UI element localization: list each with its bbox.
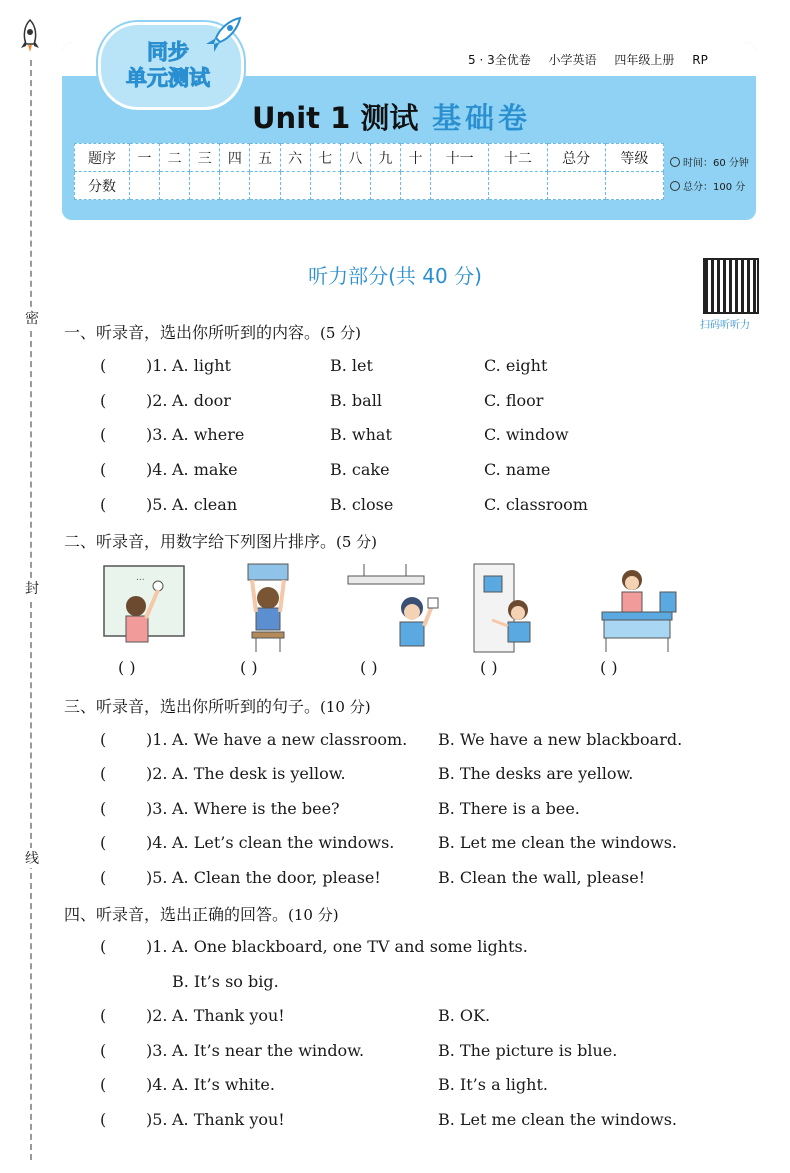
q4-3-num: )3. xyxy=(146,1041,168,1060)
q1-2-b[interactable]: B. ball xyxy=(330,391,382,410)
score-cell: 七 xyxy=(310,144,340,172)
paren: ( xyxy=(100,495,107,514)
q3-1-a[interactable]: A. We have a new classroom. xyxy=(172,730,408,749)
score-input-cell[interactable] xyxy=(340,172,370,200)
binding-mark-mi: 密 xyxy=(22,308,42,328)
paren: ( xyxy=(100,1006,107,1025)
badge-line-2: 单元测试 xyxy=(126,66,210,90)
binding-mark-xian: 线 xyxy=(22,848,42,868)
q3-3-num: )3. xyxy=(146,799,168,818)
score-input-cell[interactable] xyxy=(400,172,430,200)
q3-3-b[interactable]: B. There is a bee. xyxy=(438,799,580,818)
page-title-tag: 基础卷 xyxy=(432,101,532,135)
q3-2-num: )2. xyxy=(146,764,168,783)
binding-line xyxy=(30,60,32,1160)
score-input-cell[interactable] xyxy=(130,172,160,200)
paren: ( xyxy=(100,1075,107,1094)
section-3-points: (10 分) xyxy=(320,698,371,716)
section-1-title: 一、听录音，选出你所听到的内容。 xyxy=(64,323,321,342)
qr-code-icon[interactable] xyxy=(703,258,759,314)
q1-4-c[interactable]: C. name xyxy=(484,460,551,479)
time-limit-text: 时间：60 分钟 xyxy=(683,158,749,169)
q4-2-b[interactable]: B. OK. xyxy=(438,1006,491,1025)
q1-3-a[interactable]: A. where xyxy=(172,425,245,444)
score-cell: 二 xyxy=(160,144,190,172)
paren: ( xyxy=(100,937,107,956)
q3-2-a[interactable]: A. The desk is yellow. xyxy=(172,764,346,783)
score-input-cell[interactable] xyxy=(547,172,605,200)
section-2-title: 二、听录音，用数字给下列图片排序。 xyxy=(64,532,337,551)
q4-5-a[interactable]: A. Thank you! xyxy=(172,1110,285,1129)
time-limit xyxy=(670,154,749,169)
q1-5-num: )5. xyxy=(146,495,168,514)
q1-5-c[interactable]: C. classroom xyxy=(484,495,588,514)
score-input-cell[interactable] xyxy=(220,172,250,200)
q1-4-a[interactable]: A. make xyxy=(172,460,238,479)
q4-4-b[interactable]: B. It’s a light. xyxy=(438,1075,548,1094)
q4-3-b[interactable]: B. The picture is blue. xyxy=(438,1041,618,1060)
section-1-points: (5 分) xyxy=(320,324,362,342)
q3-4-b[interactable]: B. Let me clean the windows. xyxy=(438,833,678,852)
score-input-cell[interactable] xyxy=(280,172,310,200)
score-row-label: 分数 xyxy=(75,172,130,200)
q1-5-b[interactable]: B. close xyxy=(330,495,394,514)
q4-1-b[interactable]: B. It’s so big. xyxy=(172,972,279,991)
q4-5-b[interactable]: B. Let me clean the windows. xyxy=(438,1110,678,1129)
section-4-points: (10 分) xyxy=(288,906,339,924)
q1-3-c[interactable]: C. window xyxy=(484,425,569,444)
section-4-title: 四、听录音，选出正确的回答。 xyxy=(64,905,289,924)
paren: ( xyxy=(100,1041,107,1060)
q1-4-num: )4. xyxy=(146,460,168,479)
score-cell: 四 xyxy=(220,144,250,172)
score-cell: 十二 xyxy=(489,144,547,172)
q1-2-num: )2. xyxy=(146,391,168,410)
paren: ( xyxy=(100,833,107,852)
score-cell: 十 xyxy=(400,144,430,172)
section-1-heading xyxy=(64,320,361,343)
check-icon xyxy=(670,181,680,191)
picture-1-answer[interactable]: ( ) xyxy=(118,658,136,677)
picture-5-answer[interactable]: ( ) xyxy=(600,658,618,677)
boy-waving-picture xyxy=(380,562,464,654)
q1-3-num: )3. xyxy=(146,425,168,444)
q3-4-a[interactable]: A. Let’s clean the windows. xyxy=(172,833,395,852)
score-input-cell[interactable] xyxy=(310,172,340,200)
q1-1-a[interactable]: A. light xyxy=(172,356,231,375)
boy-fixing-light-picture xyxy=(226,562,310,654)
qr-caption: 扫码听听力 xyxy=(700,320,750,331)
picture-4-answer[interactable]: ( ) xyxy=(480,658,498,677)
q3-1-b[interactable]: B. We have a new blackboard. xyxy=(438,730,683,749)
score-cell: 总分 xyxy=(547,144,605,172)
q3-5-num: )5. xyxy=(146,868,168,887)
section-3-heading xyxy=(64,694,371,717)
girl-opening-door-picture xyxy=(470,562,554,654)
score-cell: 十一 xyxy=(431,144,489,172)
q4-2-a[interactable]: A. Thank you! xyxy=(172,1006,285,1025)
boy-cleaning-blackboard-picture xyxy=(102,562,186,654)
score-cell: 五 xyxy=(250,144,280,172)
paren: ( xyxy=(100,425,107,444)
paren: ( xyxy=(100,391,107,410)
q1-5-a[interactable]: A. clean xyxy=(172,495,238,514)
series-subject: 小学英语 xyxy=(548,53,597,67)
rocket-badge-icon xyxy=(200,14,244,62)
clock-icon xyxy=(670,157,680,167)
q3-5-a[interactable]: A. Clean the door, please! xyxy=(172,868,381,887)
score-table-header-row xyxy=(75,144,664,172)
q4-4-a[interactable]: A. It’s white. xyxy=(172,1075,275,1094)
score-table xyxy=(74,143,664,200)
paren: ( xyxy=(100,764,107,783)
score-cell: 八 xyxy=(340,144,370,172)
q4-1-a[interactable]: A. One blackboard, one TV and some lights. xyxy=(172,937,528,956)
score-input-cell[interactable] xyxy=(370,172,400,200)
badge-line-1: 同步 xyxy=(147,40,189,64)
q4-1-num: )1. xyxy=(146,937,168,956)
score-cell: 九 xyxy=(370,144,400,172)
score-input-cell[interactable] xyxy=(489,172,547,200)
section-2-heading xyxy=(64,529,377,552)
q3-4-num: )4. xyxy=(146,833,168,852)
q4-4-num: )4. xyxy=(146,1075,168,1094)
score-cell: 等级 xyxy=(605,144,663,172)
q1-2-c[interactable]: C. floor xyxy=(484,391,544,410)
picture-3-answer[interactable]: ( ) xyxy=(360,658,378,677)
score-input-cell[interactable] xyxy=(160,172,190,200)
score-cell: 三 xyxy=(190,144,220,172)
total-score-text: 总分：100 分 xyxy=(683,182,746,193)
section-3-title: 三、听录音，选出你所听到的句子。 xyxy=(64,697,321,716)
q1-3-b[interactable]: B. what xyxy=(330,425,392,444)
q1-1-c[interactable]: C. eight xyxy=(484,356,548,375)
paren: ( xyxy=(100,868,107,887)
q3-3-a[interactable]: A. Where is the bee? xyxy=(172,799,340,818)
section-4-heading xyxy=(64,902,339,925)
paren: ( xyxy=(100,730,107,749)
q4-5-num: )5. xyxy=(146,1110,168,1129)
score-cell: 六 xyxy=(280,144,310,172)
q3-1-num: )1. xyxy=(146,730,168,749)
picture-2-answer[interactable]: ( ) xyxy=(240,658,258,677)
score-input-cell[interactable] xyxy=(190,172,220,200)
paren: ( xyxy=(100,1110,107,1129)
paren: ( xyxy=(100,460,107,479)
q1-1-b[interactable]: B. let xyxy=(330,356,373,375)
series-grade: 四年级上册 xyxy=(614,53,675,67)
q1-2-a[interactable]: A. door xyxy=(172,391,231,410)
score-table-score-row xyxy=(75,172,664,200)
score-cell: 一 xyxy=(130,144,160,172)
score-input-cell[interactable] xyxy=(250,172,280,200)
q4-2-num: )2. xyxy=(146,1006,168,1025)
section-2-points: (5 分) xyxy=(336,533,378,551)
binding-mark-feng: 封 xyxy=(22,578,42,598)
girl-at-desk-picture xyxy=(600,562,684,654)
rocket-icon xyxy=(16,18,44,58)
svg-text:...: ... xyxy=(136,573,145,583)
q1-1-num: )1. xyxy=(146,356,168,375)
total-score xyxy=(670,178,745,193)
q4-3-a[interactable]: A. It’s near the window. xyxy=(172,1041,365,1060)
score-cell: 题序 xyxy=(75,144,130,172)
page-title: Unit 1 测试 xyxy=(252,101,419,135)
series-info xyxy=(468,51,722,68)
series-brand: 5 · 3全优卷 xyxy=(468,53,531,67)
paren: ( xyxy=(100,356,107,375)
score-input-cell[interactable] xyxy=(605,172,663,200)
q3-2-b[interactable]: B. The desks are yellow. xyxy=(438,764,634,783)
listening-section-title: 听力部分(共 40 分) xyxy=(308,264,482,288)
q3-5-b[interactable]: B. Clean the wall, please! xyxy=(438,868,646,887)
score-input-cell[interactable] xyxy=(431,172,489,200)
q1-4-b[interactable]: B. cake xyxy=(330,460,390,479)
paren: ( xyxy=(100,799,107,818)
series-edition: RP xyxy=(692,53,708,67)
